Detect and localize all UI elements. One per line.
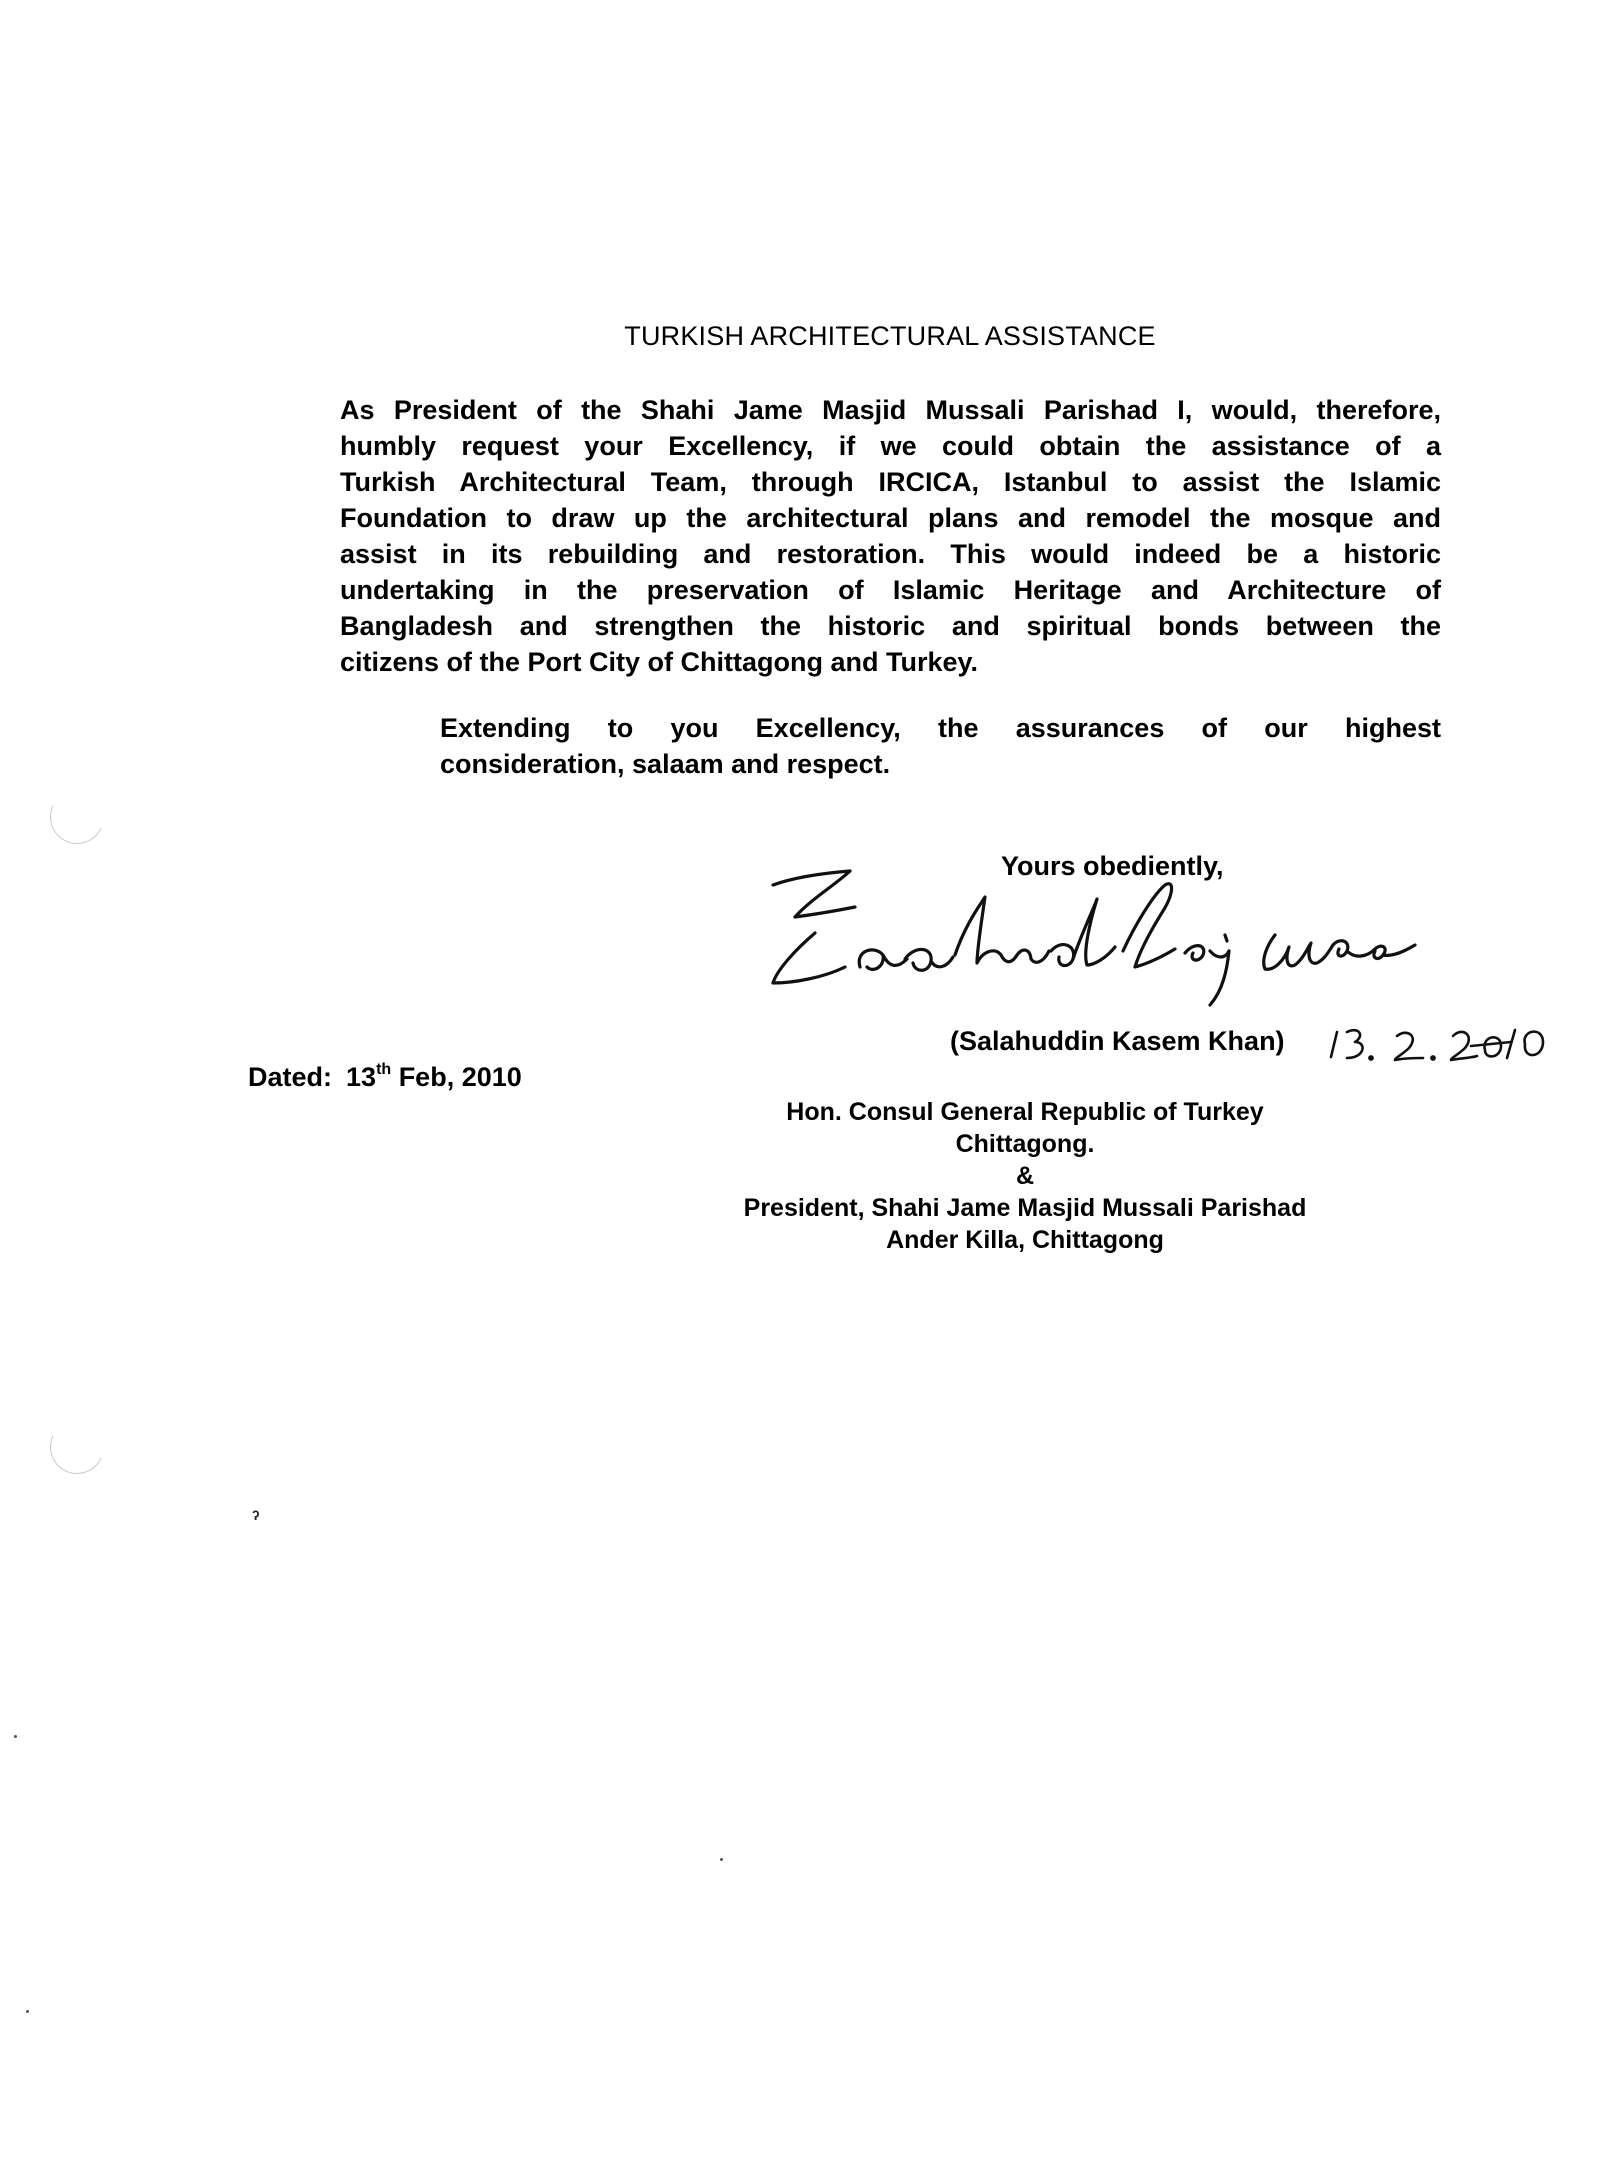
handwritten-signature [755, 855, 1605, 1015]
body-line: assist in its rebuilding and restoration. This would indeed be a historic [340, 539, 1441, 569]
punch-hole-mark [42, 782, 111, 851]
date-rest: Feb, 2010 [398, 1062, 522, 1092]
signature-line: & [1015, 1162, 1035, 1190]
scan-speck [720, 1858, 723, 1861]
signer-name: (Salahuddin Kasem Khan) [950, 1026, 1285, 1056]
handwritten-date [1325, 1012, 1585, 1072]
scan-speck [26, 2010, 29, 2013]
date-label: Dated: [248, 1062, 333, 1092]
closing-line: consideration, salaam and respect. [440, 749, 891, 779]
body-line: undertaking in the preservation of Islamic Heritage and Architecture of [340, 575, 1441, 605]
body-line: citizens of the Port City of Chittagong and Turkey. [340, 647, 979, 677]
signature-line: Hon. Consul General Republic of Turkey [786, 1098, 1264, 1126]
signature-block [575, 1096, 1475, 1256]
date-line [248, 1062, 522, 1093]
scan-speck [14, 1735, 17, 1738]
punch-hole-mark [42, 1412, 111, 1481]
body-line: Turkish Architectural Team, through IRCICA, Istanbul to assist the Islamic [340, 467, 1441, 497]
body-line: Bangladesh and strengthen the historic and spiritual bonds between the [340, 611, 1441, 641]
body-paragraph [340, 392, 1441, 680]
date-day-suffix: th [376, 1061, 392, 1078]
body-line: humbly request your Excellency, if we could obtain the assistance of a [340, 431, 1441, 461]
body-line: Foundation to draw up the architectural plans and remodel the mosque and [340, 503, 1441, 533]
signature-line: Chittagong. [955, 1130, 1095, 1158]
letter-title: TURKISH ARCHITECTURAL ASSISTANCE [624, 321, 1156, 351]
signature-line: President, Shahi Jame Masjid Mussali Parishad [743, 1194, 1307, 1222]
signature-line: Ander Killa, Chittagong [886, 1226, 1164, 1254]
closing-line: Extending to you Excellency, the assurances of our highest [440, 713, 1441, 743]
stray-mark: ˀ [252, 1508, 260, 1530]
date-day: 13 [346, 1062, 377, 1092]
valediction: Yours obediently, [1001, 851, 1224, 881]
body-line: As President of the Shahi Jame Masjid Mussali Parishad I, would, therefore, [340, 395, 1441, 425]
closing-paragraph [440, 710, 1441, 782]
